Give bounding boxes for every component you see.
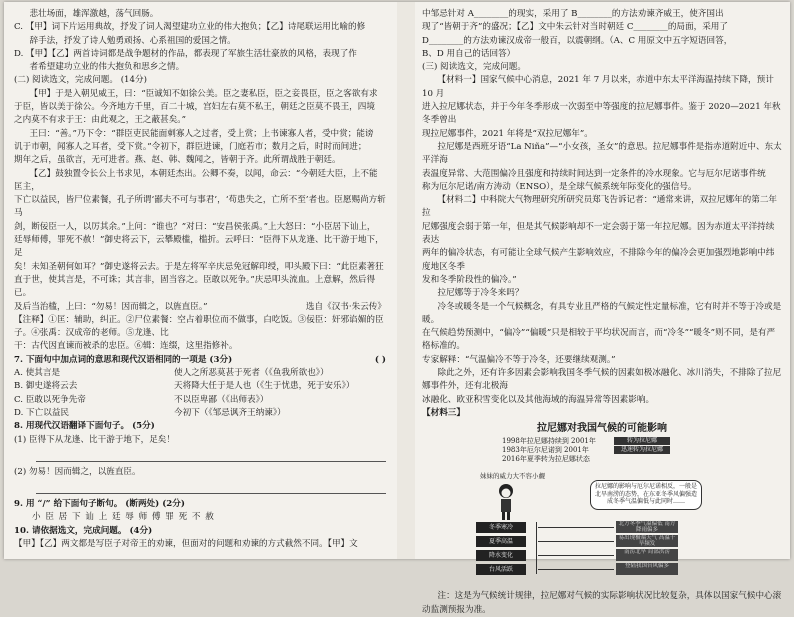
q10-cont: B、D 用自己的话回答） [422,48,516,59]
q7-option-c-left[interactable]: C. 臣敢以死争先帝 [14,394,86,405]
q10-cont: 现了“皆朝于齐”的盛况；【乙】文中朱云针对当时朝廷 C________的局面，采用了 [422,22,728,33]
arrow [538,527,614,528]
flow-item: 冬季寒冷 [476,522,526,533]
passage-yi: 直于世，使其言是，不可诛；其言非，固当容之。臣敢以死争。”庆忌叩头流血。上意解，然后得已。 [14,274,376,299]
q7-option-b-right: 天将降大任于是人也（《生于忧患，死于安乐》） [174,381,355,392]
girl-caption: 妹妹的威力大不容小觑 [480,472,545,481]
flow-result: 易出现极端天气 高温干旱频发 [616,535,678,547]
question-8-2: (2) 勿易！因而辑之，以旌直臣。 [14,466,141,477]
q10-cont: D________的方法劝谏汉成帝一般百，以震朝纲。（A、C 用原文中五字短语回答， [422,35,733,46]
material-2: 两年的偏冷状态，有可能让全球气候产生影响效应，不排除今年的偏冷会更加强烈地影响中纬度地区冬季 [422,248,775,272]
q7-option-b-left[interactable]: B. 御史遂将云去 [14,381,78,392]
answer-line[interactable] [36,449,386,462]
timeline-tag: 转为拉尼娜 [614,437,670,445]
figure-note: 注：这是为气候统计规律，拉尼娜对气候的实际影响状况比较复杂，具体以国家气候中心滚 [437,591,782,602]
material-2: 尼娜强度会弱于第一年，但是其气候影响却不一定会弱于第一年拉尼娜。因为赤道太平洋持续表达 [422,221,775,246]
text-line: 辞手法，抒发了诗人勉勇顽扬、心系祖国的爱国之情。 [29,35,236,46]
arrow [538,541,614,542]
exam-sheet [4,2,790,615]
page-gutter [397,2,415,559]
right-column [422,8,782,615]
passage-yi: 剑，断佞臣一人，以厉其余。”上问：“谁也？”对曰：“安昌侯张禹。”上大怒曰：“小臣居下讪上， [14,221,376,232]
material-2-sub: 冷冬或暖冬是一个气候概念，有具专业且严格的气候定性定量标准，它有时并不等于冷或是暖。 [422,301,782,325]
source-citation: 选自《汉书·朱云传》 [305,301,386,312]
passage-jia: 【甲】于是入朝见威王，曰：“臣诚知不如徐公美。臣之妻私臣，臣之妾畏臣，臣之客欲有求 [29,88,378,99]
q7-option-d-left[interactable]: D. 下亡以益民 [14,407,70,418]
answer-paren[interactable]: ( ) [374,354,386,365]
material-2-sub: 拉尼娜等于冷冬来吗？ [437,288,524,299]
question-9-text[interactable]: 小 臣 居 下 讪 上 廷 辱 师 傅 罪 死 不 赦 [32,512,215,523]
timeline-item: 1983年厄尔尼诺到 2001年 [502,446,589,455]
figure-note: 动监测预报为准。 [422,604,491,615]
material-1: 表温度异常、大范围偏冷且强度和持续时间达到一定条件的冷水现象。它与厄尔尼诺事件统 [422,168,766,179]
option-c: C. 【甲】词下片运用典故，抒发了词人渴望建功立业的伟大抱负；【乙】诗尾联运用比喻的修 [14,22,366,33]
text-line: 悲壮场面，雄浑激越，荡气回肠。 [29,9,159,19]
passage-yi: 【乙】鼓独置令长公上书求见，本朝廷杰出。公卿不奏，以闻，命云：“今朝廷大臣，上不能匡主， [14,168,378,192]
girl-figure-icon [492,482,520,522]
passage-yi: 廷辱师傅，罪死不赦！”御史将云下，云攀殿槛，槛折。云呼曰：“臣得下从龙逢、比干游于地下，足 [14,235,384,259]
q7-option-a-left[interactable]: A. 使其言是 [14,368,61,379]
q7-options [14,367,386,420]
question-9: 9. 用 “/” 给下面句子断句。 (断两处) (2分) [14,499,185,510]
q7-option-a-right: 使人之所恶莫甚于死者（《鱼我所欲也》） [174,368,329,379]
option-d: D. 【甲】【乙】两首诗词都是战争题材的作品，都表现了军旅生活壮豪放的风格，表现了作 [14,48,357,59]
question-8-1: (1) 臣得下从龙逢、比干游于地下，足矣！ [14,434,175,445]
question-7 [14,354,386,367]
notes: 干：古代因直谏而被杀的忠臣。⑥辑：连缀，这里指修补。 [14,341,238,352]
arrow [538,555,614,556]
answer-line[interactable] [36,481,386,494]
flow-result: 登陆我国台风偏多 [616,563,678,575]
flow-item: 夏季高温 [476,536,526,547]
material-3-label: 【材料三】 [422,407,465,418]
material-1: 拉尼娜是西班牙语“La Niña”—“小女孩，圣女”的意思。拉尼娜事件是指赤道附近中、东太平洋海 [422,141,782,166]
timeline-tag: 迅速转为拉尼娜 [614,446,670,454]
infographic [462,422,742,590]
passage-jia: 之内莫不有求于王：由此观之，王之蔽甚矣。” [14,115,186,126]
speech-bubble: 拉尼娜的影响与厄尔尼诺相反，一般是北旱南涝的态势，在东亚冬季风偏强造成冬季气温偏低与此同时…… [590,480,702,510]
material-1: 称为厄尔尼诺/南方涛动（ENSO），是全球气候系统年际变化的强信号。 [422,181,697,192]
passage-jia: 期年之后，虽欲言，无可进者。燕、赵、韩、魏闻之，皆朝于齐。此所谓战胜于朝廷。 [14,155,341,166]
passage-yi: 矣！未知圣朝何如耳？”御史遂将云去。于是左将军辛庆忌免冠解印绶，叩头殿下曰：“此臣素著狂 [14,261,384,272]
q10-cont: 中邹忌针对 A________的现实，采用了 B________的方法劝谏齐威王，使齐国出 [422,9,724,19]
passage-jia: 讥于市朝，闻寡人之耳者，受下赏。”令初下，群臣进谏，门庭若市；数月之后，时时而间进； [14,141,367,152]
timeline-item: 2016年夏季转为拉尼娜状态 [502,455,590,464]
question-8: 8. 用现代汉语翻译下面句子。 (5分) [14,421,155,432]
material-1: 【材料一】国家气候中心消息，2021 年 7 月以来，赤道中东太平洋海温持续下降，预计 10 月 [422,75,774,99]
material-1: 进入拉尼娜状态，并于今年冬季形成一次弱至中等强度的拉尼娜事件。鉴于 2020—2021 年秋冬季曾出 [422,102,781,126]
flow-result: 北方冬季气温偏低 南方降雨偏多 [616,521,678,533]
infographic-title: 拉尼娜对我国气候的可能影响 [537,423,667,435]
passage-jia: 于臣，皆以美于徐公。今齐地方千里，百二十城，宫妇左右莫不私王，朝廷之臣莫不畏王，四境 [14,102,375,113]
q7-option-d-right: 今初下（《邹忌讽齐王纳谏》） [174,407,286,418]
material-2-sub: 在气候趋势预测中，“偏冷”“偏暖”只是相较于平均状况而言，而“冷冬”“暖冬”则不同，是有严格标准的。 [422,328,776,352]
arrow [538,569,614,570]
question-7-text: 7. 下面句中加点词的意思和现代汉语相同的一项是 (3分) [14,354,233,365]
passage-jia: 王曰：“善。”乃下令：“群臣吏民能面刺寡人之过者，受上赏；上书谏寡人者，受中赏；能谤 [29,128,374,139]
q7-option-c-right: 不以臣卑鄙（《出师表》） [174,394,269,405]
passage-yi-last: 及后当治槛，上曰：“勿易！因而辑之，以旌直臣。” [14,301,208,312]
section-heading: (二) 阅读选文，完成问题。 (14分) [14,75,147,86]
material-2: 【材料二】中科院大气物理研究所研究员郑飞告诉记者：“通常来讲，双拉尼娜年的第二年拉 [422,195,778,219]
question-10: 10. 请依据选文，完成问题。 (4分) [14,525,153,536]
left-column [14,8,386,556]
material-2-sub: 专家解释：“气温偏冷不等于冷冬，还要继续观测。” [422,354,616,365]
timeline-item: 1998年拉尼娜持续到 2001年 [502,437,596,446]
material-1: 现拉尼娜事件，2021 年将是“双拉尼娜年”。 [422,128,593,139]
flow-result: 南涝北旱 局部洪涝 [616,549,678,561]
text-line: 者希望建功立业的伟大抱负和思乡之情。 [29,62,185,73]
flow-connector [536,522,537,574]
flow-item: 台风活跃 [476,564,526,575]
material-2-sub: 冰融化、欧亚积雪变化以及其他海域的海温异常等因素影响。 [422,394,655,405]
section-heading: (三) 阅读选文，完成问题。 [422,62,526,73]
flow-item: 降水变化 [476,550,526,561]
material-2: 发和冬季阶段性的偏冷。” [422,274,517,285]
passage-yi: 下亡以益民，皆尸位素餐，孔子所谓‘鄙夫不可与事君’，‘苟患失之，亡所不至’者也。臣愿赐尚方斩马 [14,195,386,219]
material-2-sub: 除此之外，还有许多因素会影响我国冬季气候的因素如极冰融化、冰川消失，不排除了拉尼娜事件外，还有北极海 [422,368,782,392]
notes: 【注释】①匡：辅助，纠正。②尸位素餐：空占着职位而不做事，白吃饭。③佞臣：奸邪谄媚的臣子。④张禹：汉成帝的老师。⑤龙逢、比 [14,314,384,339]
passage-yi [14,301,386,314]
question-10-text: 【甲】【乙】两文都是写臣子对帝王的劝谏，但面对的问题和劝谏的方式截然不同。【甲】文 [14,538,358,549]
